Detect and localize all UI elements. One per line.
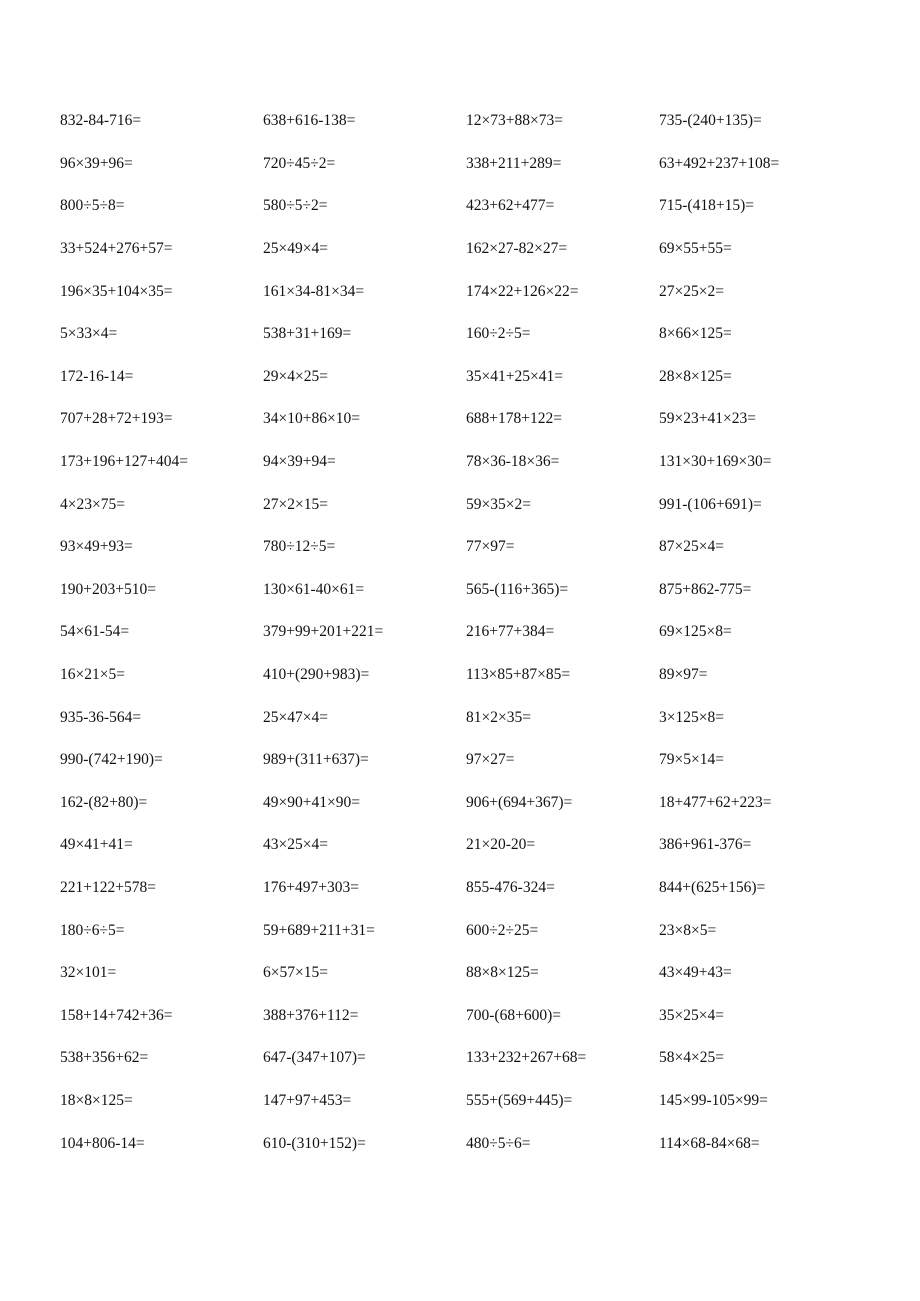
- arithmetic-problem: 94×39+94=: [263, 453, 336, 471]
- arithmetic-problem: 147+97+453=: [263, 1091, 352, 1109]
- arithmetic-problem: 16×21×5=: [60, 666, 125, 684]
- arithmetic-problem: 174×22+126×22=: [466, 282, 579, 300]
- arithmetic-problem: 379+99+201+221=: [263, 623, 384, 641]
- problem-row: [60, 143, 860, 186]
- arithmetic-problem: 5×33×4=: [60, 325, 118, 343]
- problem-row: [60, 952, 860, 995]
- problem-row: [60, 270, 860, 313]
- arithmetic-problem: 21×20-20=: [466, 836, 536, 854]
- arithmetic-problem: 173+196+127+404=: [60, 453, 188, 471]
- arithmetic-problem: 25×49×4=: [263, 240, 328, 258]
- arithmetic-problem: 87×25×4=: [659, 538, 724, 556]
- problem-row: [60, 1122, 860, 1165]
- arithmetic-problem: 875+862-775=: [659, 580, 752, 598]
- arithmetic-problem: 600÷2÷25=: [466, 921, 539, 939]
- arithmetic-problem: 69×55+55=: [659, 240, 732, 258]
- arithmetic-problem: 388+376+112=: [263, 1006, 359, 1024]
- arithmetic-problem: 27×2×15=: [263, 495, 328, 513]
- arithmetic-problem: 93×49+93=: [60, 538, 133, 556]
- problem-row: [60, 867, 860, 910]
- worksheet: [60, 100, 860, 1165]
- arithmetic-problem: 386+961-376=: [659, 836, 752, 854]
- arithmetic-problem: 58×4×25=: [659, 1049, 724, 1067]
- arithmetic-problem: 162×27-82×27=: [466, 240, 568, 258]
- arithmetic-problem: 43×49+43=: [659, 964, 732, 982]
- arithmetic-problem: 700-(68+600)=: [466, 1006, 561, 1024]
- arithmetic-problem: 196×35+104×35=: [60, 282, 173, 300]
- arithmetic-problem: 800÷5÷8=: [60, 197, 125, 215]
- arithmetic-problem: 715-(418+15)=: [659, 197, 754, 215]
- arithmetic-problem: 54×61-54=: [60, 623, 130, 641]
- arithmetic-problem: 935-36-564=: [60, 708, 142, 726]
- arithmetic-problem: 580÷5÷2=: [263, 197, 328, 215]
- problem-row: [60, 185, 860, 228]
- arithmetic-problem: 538+31+169=: [263, 325, 352, 343]
- arithmetic-problem: 8×66×125=: [659, 325, 732, 343]
- arithmetic-problem: 423+62+477=: [466, 197, 555, 215]
- arithmetic-problem: 538+356+62=: [60, 1049, 149, 1067]
- arithmetic-problem: 832-84-716=: [60, 112, 142, 130]
- arithmetic-problem: 35×25×4=: [659, 1006, 724, 1024]
- arithmetic-problem: 78×36-18×36=: [466, 453, 560, 471]
- arithmetic-problem: 81×2×35=: [466, 708, 531, 726]
- arithmetic-problem: 180÷6÷5=: [60, 921, 125, 939]
- arithmetic-problem: 338+211+289=: [466, 154, 562, 172]
- arithmetic-problem: 32×101=: [60, 964, 117, 982]
- problem-row: [60, 100, 860, 143]
- problem-row: [60, 1037, 860, 1080]
- arithmetic-problem: 216+77+384=: [466, 623, 555, 641]
- arithmetic-problem: 49×41+41=: [60, 836, 133, 854]
- arithmetic-problem: 89×97=: [659, 666, 708, 684]
- problem-row: [60, 654, 860, 697]
- arithmetic-problem: 990-(742+190)=: [60, 751, 163, 769]
- problem-row: [60, 909, 860, 952]
- arithmetic-problem: 35×41+25×41=: [466, 367, 563, 385]
- problem-row: [60, 696, 860, 739]
- arithmetic-problem: 96×39+96=: [60, 154, 133, 172]
- arithmetic-problem: 4×23×75=: [60, 495, 125, 513]
- arithmetic-problem: 3×125×8=: [659, 708, 724, 726]
- arithmetic-problem: 221+122+578=: [60, 878, 156, 896]
- arithmetic-problem: 780÷12÷5=: [263, 538, 336, 556]
- arithmetic-problem: 59×23+41×23=: [659, 410, 756, 428]
- problem-row: [60, 611, 860, 654]
- arithmetic-problem: 63+492+237+108=: [659, 154, 780, 172]
- arithmetic-problem: 23×8×5=: [659, 921, 717, 939]
- arithmetic-problem: 27×25×2=: [659, 282, 724, 300]
- problem-row: [60, 994, 860, 1037]
- problem-row: [60, 739, 860, 782]
- arithmetic-problem: 735-(240+135)=: [659, 112, 762, 130]
- arithmetic-problem: 114×68-84×68=: [659, 1134, 760, 1152]
- arithmetic-problem: 113×85+87×85=: [466, 666, 571, 684]
- arithmetic-problem: 59+689+211+31=: [263, 921, 375, 939]
- arithmetic-problem: 991-(106+691)=: [659, 495, 762, 513]
- arithmetic-problem: 176+497+303=: [263, 878, 359, 896]
- arithmetic-problem: 610-(310+152)=: [263, 1134, 366, 1152]
- arithmetic-problem: 25×47×4=: [263, 708, 328, 726]
- arithmetic-problem: 158+14+742+36=: [60, 1006, 173, 1024]
- arithmetic-problem: 410+(290+983)=: [263, 666, 370, 684]
- arithmetic-problem: 104+806-14=: [60, 1134, 145, 1152]
- problem-row: [60, 526, 860, 569]
- arithmetic-problem: 638+616-138=: [263, 112, 356, 130]
- problem-row: [60, 824, 860, 867]
- problem-row: [60, 313, 860, 356]
- arithmetic-problem: 18×8×125=: [60, 1091, 133, 1109]
- problem-row: [60, 228, 860, 271]
- problem-row: [60, 398, 860, 441]
- arithmetic-problem: 647-(347+107)=: [263, 1049, 366, 1067]
- arithmetic-problem: 34×10+86×10=: [263, 410, 360, 428]
- arithmetic-problem: 12×73+88×73=: [466, 112, 563, 130]
- arithmetic-problem: 565-(116+365)=: [466, 580, 569, 598]
- arithmetic-problem: 844+(625+156)=: [659, 878, 766, 896]
- arithmetic-problem: 162-(82+80)=: [60, 793, 148, 811]
- arithmetic-problem: 720÷45÷2=: [263, 154, 336, 172]
- arithmetic-problem: 145×99-105×99=: [659, 1091, 768, 1109]
- arithmetic-problem: 77×97=: [466, 538, 515, 556]
- arithmetic-problem: 190+203+510=: [60, 580, 156, 598]
- arithmetic-problem: 43×25×4=: [263, 836, 328, 854]
- arithmetic-problem: 29×4×25=: [263, 367, 328, 385]
- problem-row: [60, 483, 860, 526]
- arithmetic-problem: 88×8×125=: [466, 964, 539, 982]
- arithmetic-problem: 161×34-81×34=: [263, 282, 365, 300]
- problem-row: [60, 1080, 860, 1123]
- arithmetic-problem: 49×90+41×90=: [263, 793, 360, 811]
- problem-row: [60, 441, 860, 484]
- arithmetic-problem: 18+477+62+223=: [659, 793, 772, 811]
- arithmetic-problem: 555+(569+445)=: [466, 1091, 573, 1109]
- arithmetic-problem: 172-16-14=: [60, 367, 134, 385]
- arithmetic-problem: 6×57×15=: [263, 964, 328, 982]
- arithmetic-problem: 28×8×125=: [659, 367, 732, 385]
- arithmetic-problem: 160÷2÷5=: [466, 325, 531, 343]
- arithmetic-problem: 688+178+122=: [466, 410, 562, 428]
- arithmetic-problem: 906+(694+367)=: [466, 793, 573, 811]
- arithmetic-problem: 707+28+72+193=: [60, 410, 173, 428]
- problem-row: [60, 569, 860, 612]
- arithmetic-problem: 480÷5÷6=: [466, 1134, 531, 1152]
- arithmetic-problem: 133+232+267+68=: [466, 1049, 587, 1067]
- arithmetic-problem: 130×61-40×61=: [263, 580, 365, 598]
- problem-row: [60, 782, 860, 825]
- arithmetic-problem: 59×35×2=: [466, 495, 531, 513]
- arithmetic-problem: 79×5×14=: [659, 751, 724, 769]
- arithmetic-problem: 69×125×8=: [659, 623, 732, 641]
- arithmetic-problem: 33+524+276+57=: [60, 240, 173, 258]
- arithmetic-problem: 855-476-324=: [466, 878, 555, 896]
- arithmetic-problem: 97×27=: [466, 751, 515, 769]
- arithmetic-problem: 989+(311+637)=: [263, 751, 369, 769]
- problem-row: [60, 356, 860, 399]
- arithmetic-problem: 131×30+169×30=: [659, 453, 772, 471]
